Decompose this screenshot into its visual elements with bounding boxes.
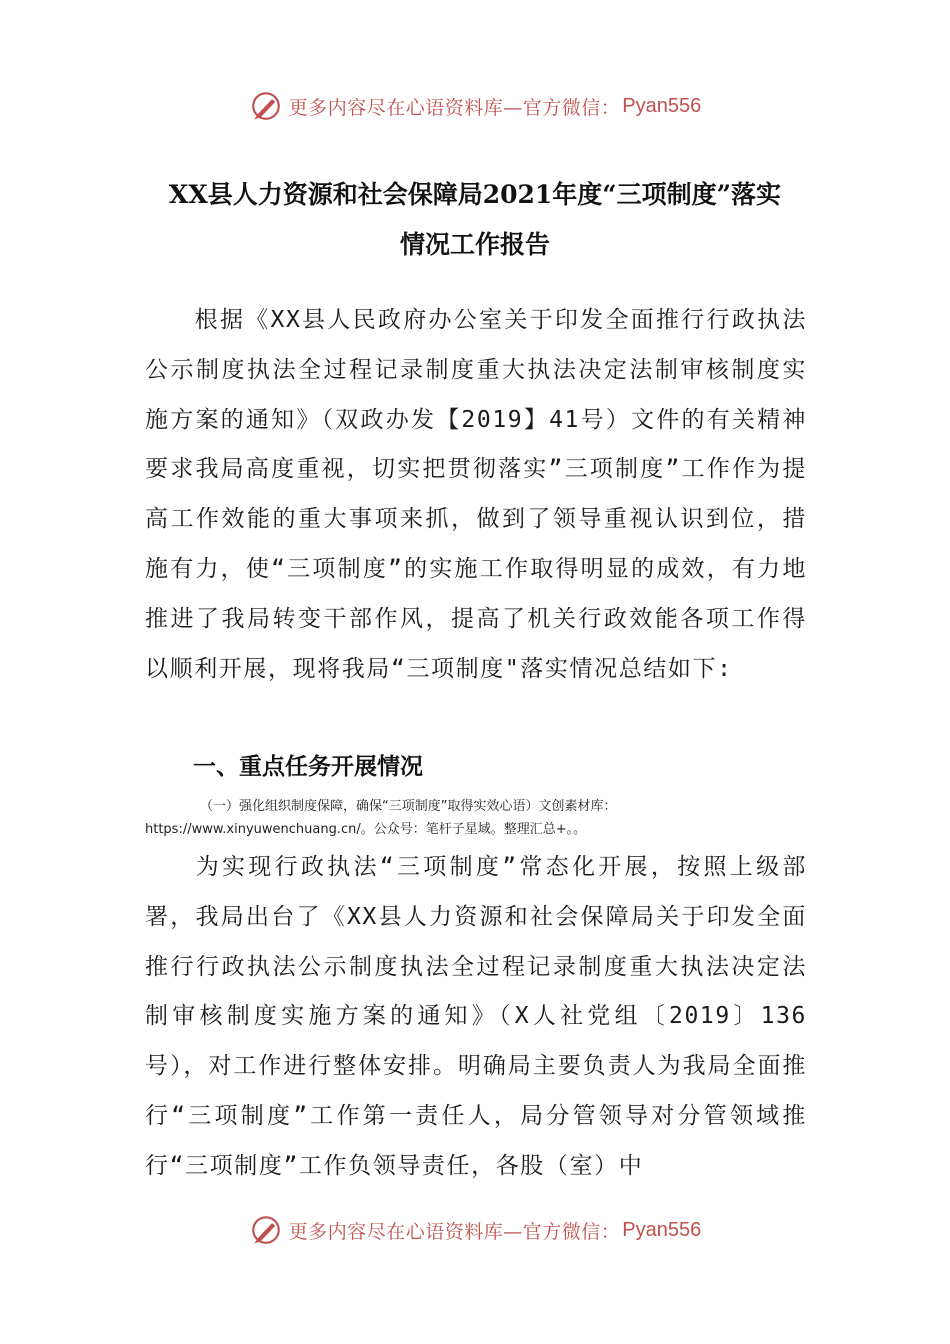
section-heading: 一、重点任务开展情况 [193, 754, 423, 780]
banner-wechat-id: Pyan556 [622, 94, 702, 117]
banner-text: 更多内容尽在心语资料库—官方微信： [288, 96, 621, 119]
subsection-heading-text: （一）强化组织制度保障，确保“三项制度”取得实效心语）文创素材库：https://www.xinyuwenchuang.cn/。公众号：笔杆子星域。整理汇总+。。 [145, 799, 617, 837]
body-paragraph [145, 843, 807, 1192]
body-paragraph-text: 为实现行政执法“三项制度”常态化开展，按照上级部署，我局出台了《XX县人力资源和社会保障局关于印发全面推行行政执法公示制度执法全过程记录制度重大执法决定法制审核制度实施方案的通知》（X人社党组〔2019〕136号），对工作进行整体安排。明确局主要负责人为我局全面推行“三项制度”工作第一责任人，局分管领导对分管领域推行“三项制度”工作负领导责任，各股（室）中 [145, 854, 807, 1179]
intro-paragraph [145, 296, 807, 694]
header-watermark-banner [0, 84, 950, 128]
banner-text: 更多内容尽在心语资料库—官方微信： [288, 1220, 621, 1243]
title-line-2: 情况工作报告 [399, 230, 550, 259]
intro-paragraph-text: 根据《XX县人民政府办公室关于印发全面推行行政执法公示制度执法全过程记录制度重大执法决定法制审核制度实施方案的通知》（双政办发【2019】41号）文件的有关精神要求我局高度重视，切实把贯彻落实”三项制度”工作作为提高工作效能的重大事项来抓，做到了领导重视认识到位，措施有力，使“三项制度”的实施工作取得明显的成效，有力地推进了我局转变干部作风，提高了机关行政效能各项工作得以顺利开展，现将我局“三项制度"落实情况总结如下: [145, 307, 807, 682]
title-line-1: XX县人力资源和社会保障局2021年度“三项制度”落实 [168, 180, 782, 209]
footer-watermark-banner [0, 1208, 950, 1252]
document-title [145, 170, 805, 270]
subsection-heading [145, 795, 807, 841]
banner-wechat-id: Pyan556 [622, 1218, 702, 1241]
pen-logo-icon [249, 1213, 283, 1247]
pen-logo-icon [249, 89, 283, 123]
